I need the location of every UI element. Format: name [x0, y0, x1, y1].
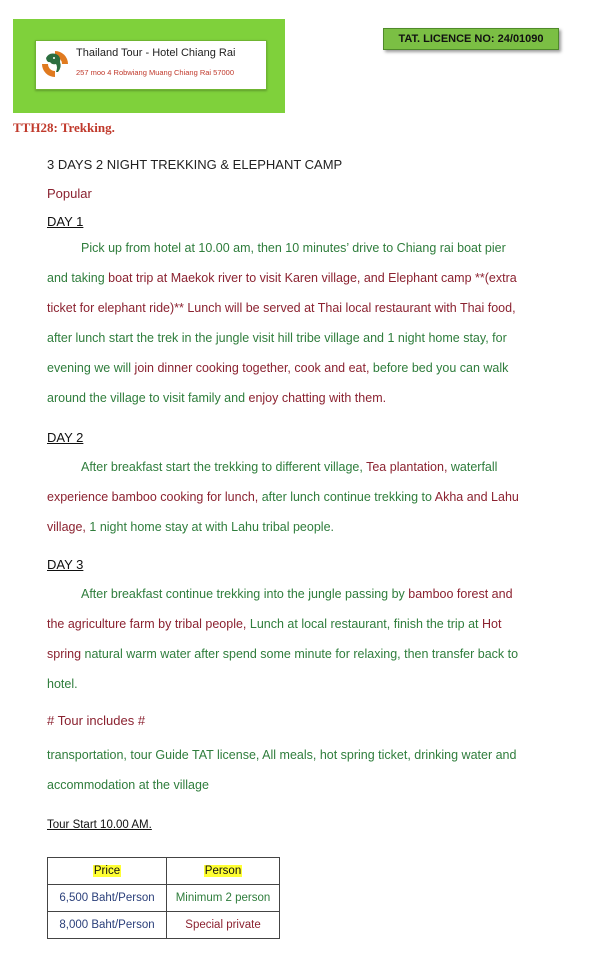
day1-line: [47, 323, 542, 353]
text-segment: after lunch continue trekking to: [258, 490, 435, 504]
text-segment: After breakfast continue trekking into the jungle passing by: [81, 587, 409, 601]
day1-line: [47, 353, 542, 383]
logo-title: Thailand Tour - Hotel Chiang Rai: [76, 47, 236, 59]
day3-line: [47, 579, 542, 609]
person-header: [167, 858, 280, 885]
logo-frame: [13, 19, 285, 113]
text-segment: ticket for elephant ride)** Lunch will be served at Thai local restaurant with Thai food,: [47, 301, 516, 315]
day1-paragraph: [47, 233, 542, 413]
day2-line: [47, 512, 542, 542]
tour-title: 3 DAYS 2 NIGHT TREKKING & ELEPHANT CAMP: [47, 157, 343, 172]
price-cell: 8,000 Baht/Person: [48, 912, 167, 939]
price-header-label: Price: [93, 865, 121, 877]
day2-line: [47, 452, 542, 482]
text-segment: spring: [47, 647, 82, 661]
day2-line: [47, 482, 542, 512]
price-table: [47, 857, 280, 939]
licence-badge: TAT. LICENCE NO: 24/01090: [383, 28, 559, 50]
text-segment: enjoy chatting with them.: [248, 391, 387, 405]
popular-tag: Popular: [47, 186, 92, 201]
text-segment: Hot: [481, 617, 502, 631]
text-segment: After breakfast start the trekking to different village,: [81, 460, 367, 474]
text-segment: experience bamboo cooking for lunch,: [47, 490, 259, 504]
day1-heading: DAY 1: [47, 214, 84, 229]
text-segment: Tea plantation,: [366, 460, 448, 474]
text-segment: evening we will: [47, 361, 135, 375]
table-row: [48, 912, 280, 939]
price-table-header: [48, 858, 280, 885]
day1-line: [47, 293, 542, 323]
includes-text: [47, 740, 542, 800]
text-segment: Akha and Lahu: [434, 490, 519, 504]
text-segment: Lunch at local restaurant, finish the trip at: [246, 617, 482, 631]
tour-code: TTH28: Trekking.: [13, 120, 115, 135]
day2-heading: DAY 2: [47, 430, 84, 445]
text-segment: hotel.: [47, 677, 78, 691]
text-segment: waterfall: [447, 460, 498, 474]
day2-paragraph: [47, 452, 542, 542]
day3-line: [47, 639, 542, 669]
includes-line: transportation, tour Guide TAT license, All meals, hot spring ticket, drinking water and: [47, 748, 517, 762]
text-segment: village,: [47, 520, 86, 534]
text-segment: Pick up from hotel at 10.00 am, then 10 minutes’ drive to Chiang rai boat pier: [81, 241, 506, 255]
elephant-logo-icon: [40, 49, 70, 79]
table-row: [48, 885, 280, 912]
text-segment: around the village to visit family and: [47, 391, 249, 405]
text-segment: before bed you can walk: [369, 361, 509, 375]
day1-line: [47, 233, 542, 263]
day3-line: [47, 609, 542, 639]
logo-address: 257 moo 4 Robwiang Muang Chiang Rai 57000: [76, 68, 235, 77]
text-segment: the agriculture farm by tribal people,: [47, 617, 247, 631]
logo-box: [35, 40, 267, 90]
day1-line: [47, 263, 542, 293]
text-segment: after lunch start the trek in the jungle visit hill tribe village and 1 night home stay, for: [47, 331, 507, 345]
person-header-label: Person: [204, 865, 242, 877]
person-cell: Minimum 2 person: [167, 885, 280, 912]
day3-line: [47, 669, 542, 699]
includes-line: accommodation at the village: [47, 778, 209, 792]
text-segment: natural warm water after spend some minute for relaxing, then transfer back to: [81, 647, 519, 661]
price-header: [48, 858, 167, 885]
text-segment: boat trip at Maekok river to visit Karen village, and Elephant camp **(extra: [108, 271, 517, 285]
person-cell: Special private: [167, 912, 280, 939]
includes-heading: # Tour includes #: [47, 713, 146, 728]
text-segment: bamboo forest and: [408, 587, 513, 601]
text-segment: 1 night home stay at with Lahu tribal people.: [85, 520, 334, 534]
day3-paragraph: [47, 579, 542, 699]
day3-heading: DAY 3: [47, 557, 84, 572]
day1-line: [47, 383, 542, 413]
text-segment: join dinner cooking together, cook and eat,: [134, 361, 370, 375]
text-segment: and taking: [47, 271, 109, 285]
tour-start: Tour Start 10.00 AM.: [47, 819, 152, 831]
price-cell: 6,500 Baht/Person: [48, 885, 167, 912]
